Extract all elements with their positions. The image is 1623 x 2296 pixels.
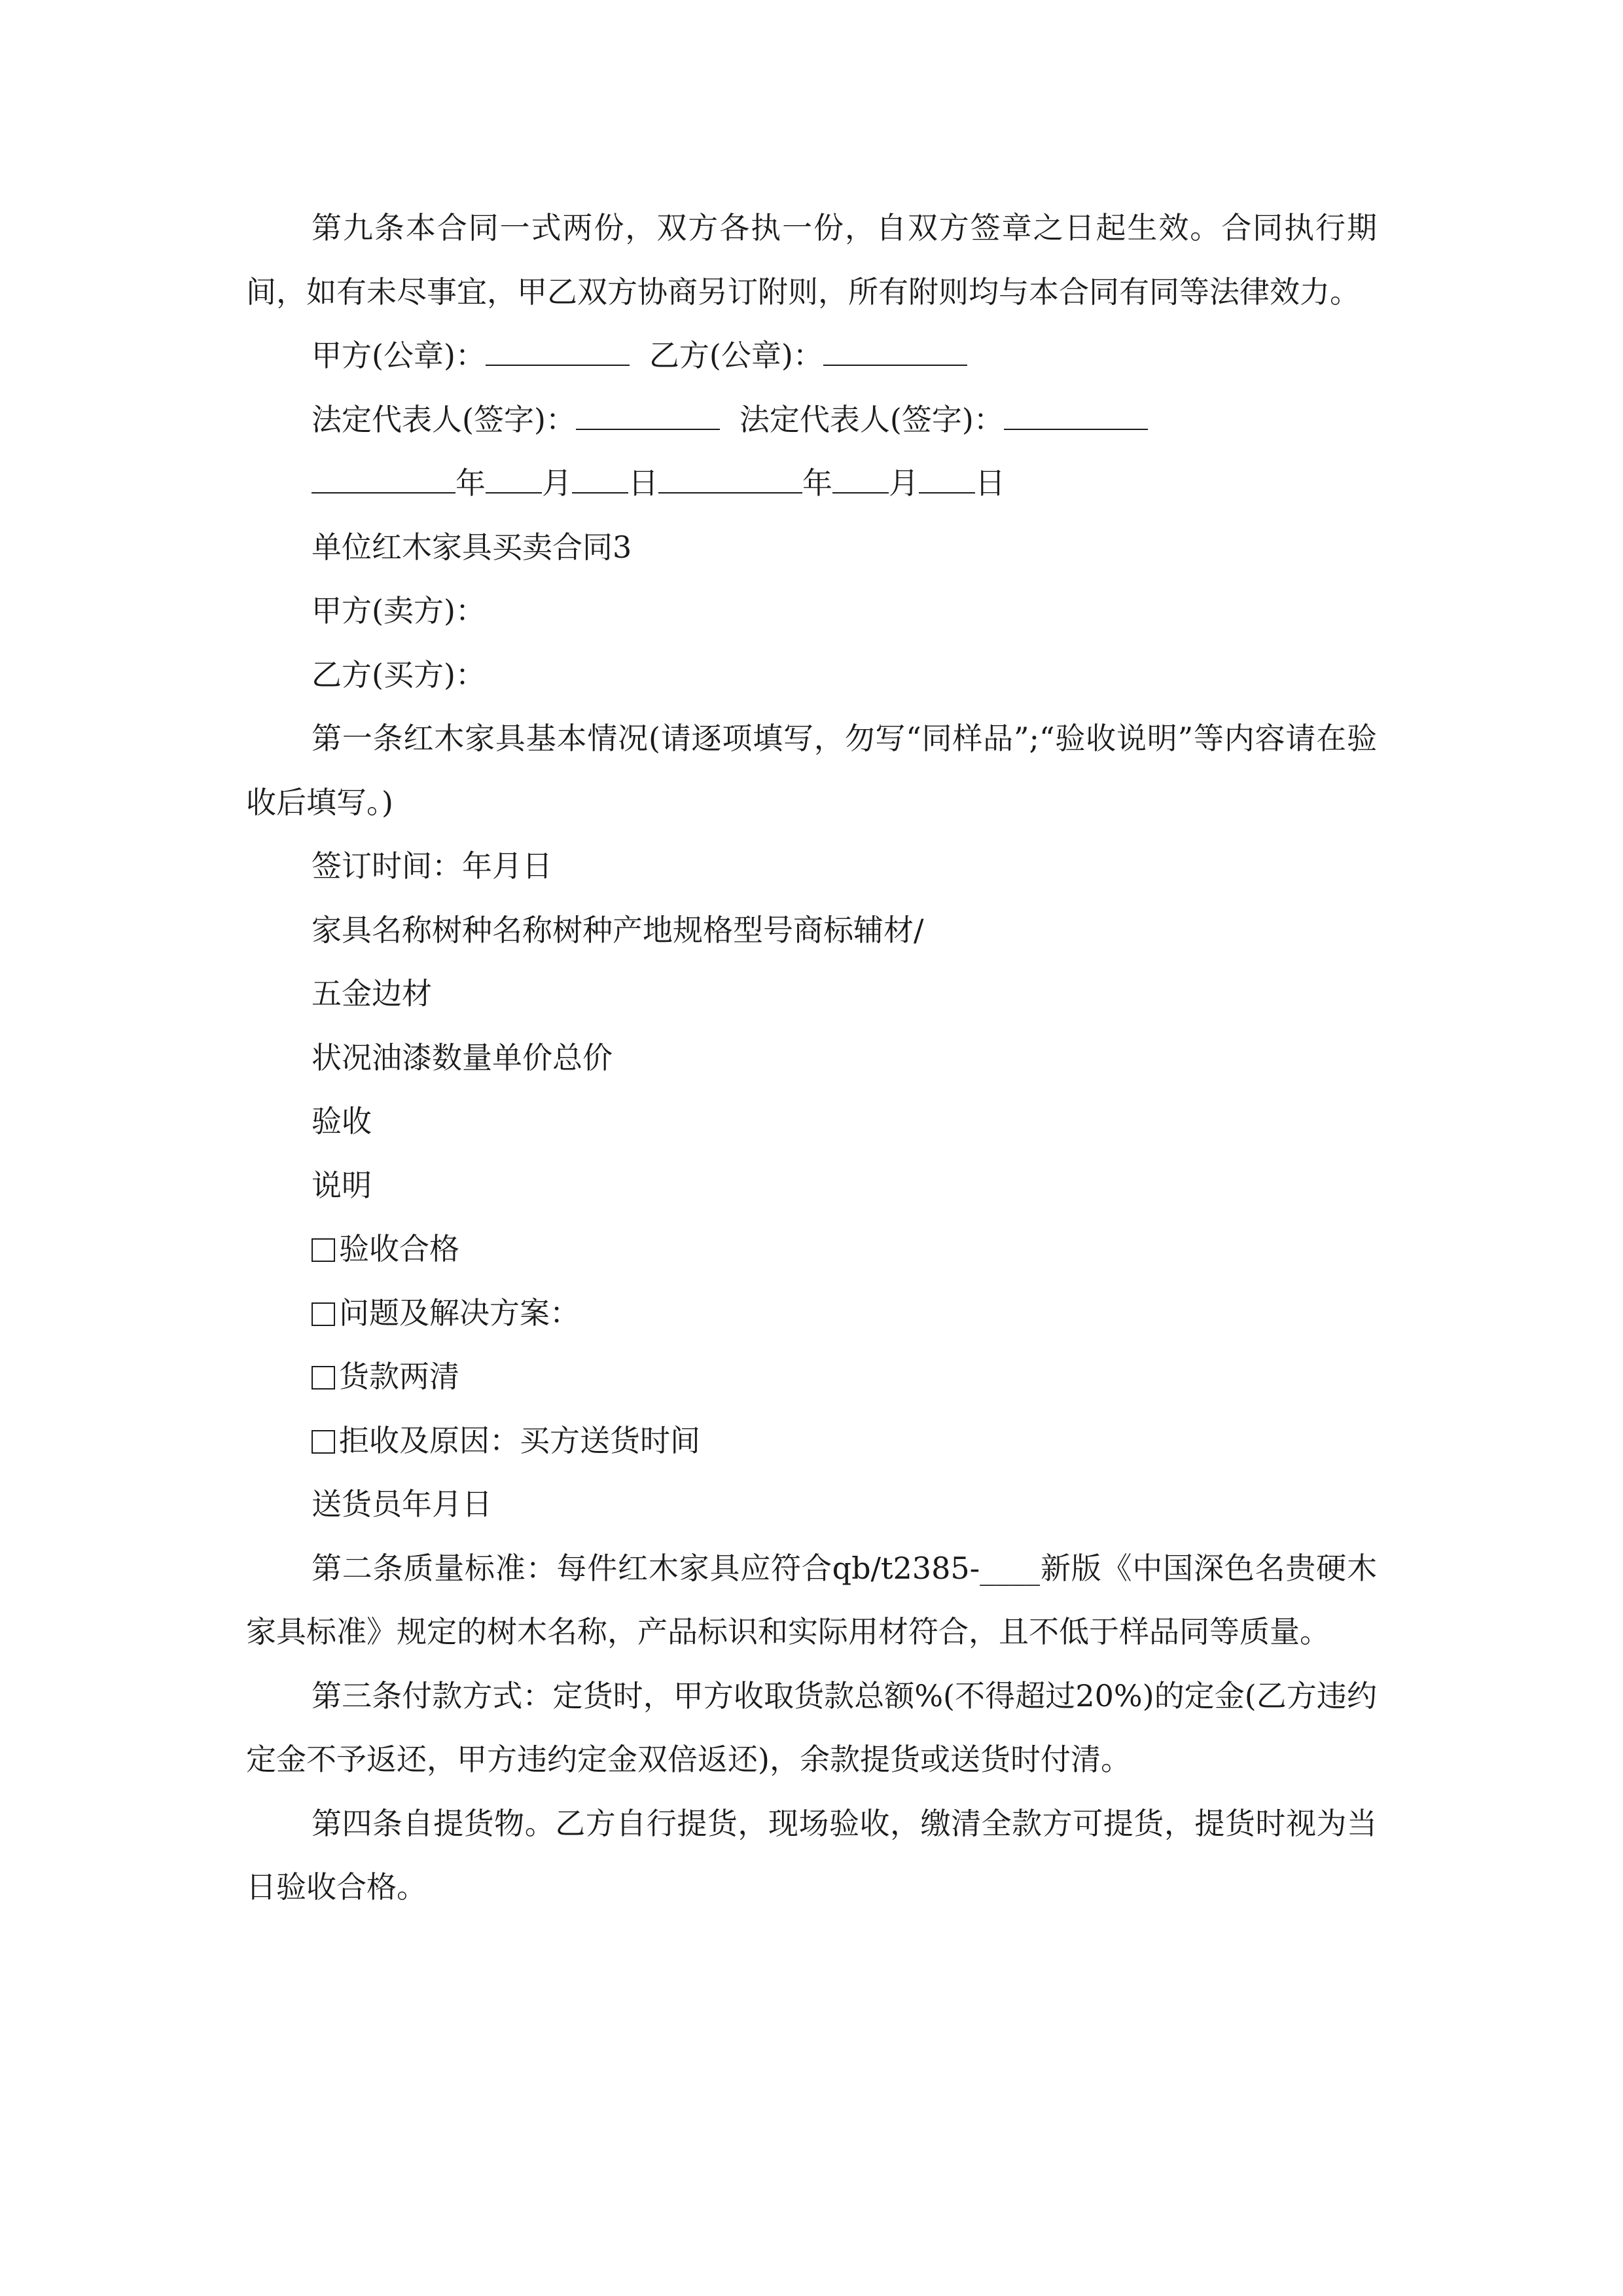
checkbox-label: 验收合格 [339, 1231, 459, 1266]
month-a-blank [486, 466, 542, 493]
table-header-line-2: 五金边材 [312, 976, 432, 1011]
checkbox-icon[interactable] [312, 1366, 335, 1390]
checkbox-label: 问题及解决方案： [339, 1295, 580, 1331]
checkbox-icon[interactable] [312, 1238, 335, 1262]
year-a-label: 年 [455, 465, 486, 501]
month-a-label: 月 [542, 465, 572, 501]
table-header-line-3: 状况油漆数量单价总价 [312, 1039, 613, 1075]
table-header-line-1: 家具名称树种名称树种产地规格型号商标辅材/ [312, 912, 924, 948]
article-1-paragraph: 第一条红木家具基本情况(请逐项填写，勿写“同样品”;“验收说明”等内容请在验收后填写。) [246, 721, 1377, 820]
legal-rep-line [246, 388, 1377, 452]
party-b-buyer: 乙方(买方)： [312, 656, 486, 692]
signing-time: 签订时间：年月日 [312, 848, 552, 884]
year-b-blank [658, 466, 802, 493]
article-9-paragraph: 第九条本合同一式两份，双方各执一份，自双方签章之日起生效。合同执行期间，如有未尽事宜，甲乙双方协商另订附则，所有附则均与本合同有同等法律效力。 [246, 210, 1377, 310]
seal-line [246, 324, 1377, 388]
checkbox-label: 货款两清 [339, 1359, 459, 1394]
date-line [246, 452, 1377, 516]
checkbox-icon[interactable] [312, 1430, 335, 1454]
checkbox-item-problems [246, 1282, 1377, 1346]
article-4-paragraph: 第四条自提货物。乙方自行提货，现场验收，缴清全款方可提货，提货时视为当日验收合格。 [246, 1805, 1377, 1905]
legal-rep-a-label: 法定代表人(签字)： [312, 401, 576, 437]
checkbox-icon[interactable] [312, 1302, 335, 1326]
party-a-seal-blank [486, 338, 630, 366]
legal-rep-a-blank [576, 403, 720, 430]
party-b-seal-blank [823, 338, 967, 366]
party-b-seal-label: 乙方(公章)： [649, 338, 823, 373]
checkbox-label: 拒收及原因：买方送货时间 [339, 1422, 700, 1458]
day-a-blank [572, 466, 628, 493]
contract-title: 单位红木家具买卖合同3 [312, 529, 632, 565]
legal-rep-b-blank [1004, 403, 1148, 430]
delivery-person: 送货员年月日 [312, 1486, 492, 1522]
acceptance-label: 验收 [312, 1103, 372, 1139]
legal-rep-b-label: 法定代表人(签字)： [739, 401, 1004, 437]
year-a-blank [312, 466, 455, 493]
checkbox-item-rejected [246, 1409, 1377, 1473]
party-a-seller: 甲方(卖方)： [312, 593, 486, 628]
article-2-paragraph: 第二条质量标准：每件红木家具应符合qb/t2385-____新版《中国深色名贵硬木家具标准》规定的树木名称，产品标识和实际用材符合，且不低于样品同等质量。 [246, 1550, 1377, 1649]
article-3-paragraph: 第三条付款方式：定货时，甲方收取货款总额%(不得超过20%)的定金(乙方违约定金不予返还，甲方违约定金双倍返还)，余款提货或送货时付清。 [246, 1677, 1377, 1777]
document-body [246, 196, 1377, 1920]
day-a-label: 日 [628, 465, 658, 501]
day-b-label: 日 [975, 465, 1005, 501]
explanation-label: 说明 [312, 1167, 372, 1203]
day-b-blank [919, 466, 975, 493]
checkbox-item-paid [246, 1345, 1377, 1409]
checkbox-item-passed [246, 1217, 1377, 1282]
month-b-label: 月 [889, 465, 919, 501]
party-a-seal-label: 甲方(公章)： [312, 338, 486, 373]
year-b-label: 年 [802, 465, 832, 501]
month-b-blank [832, 466, 889, 493]
